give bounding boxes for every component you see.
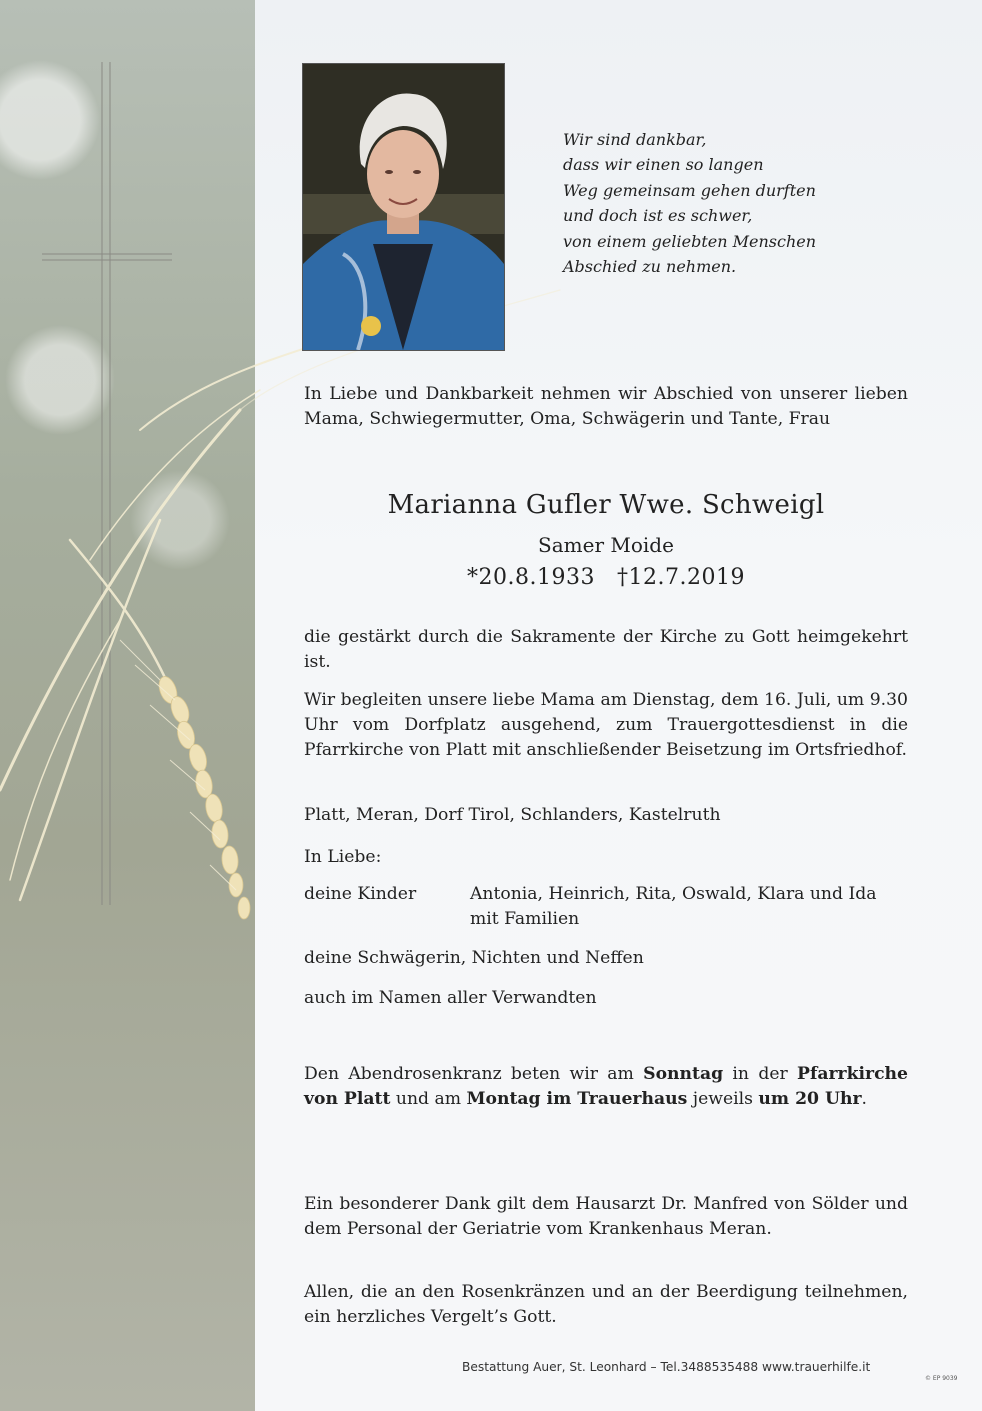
closing-text: Allen, die an den Rosenkränzen und an der Beerdigung teilnehmen, ein herzliches Vergelt’s Gott. [304, 1282, 908, 1327]
poem-line: und doch ist es schwer, [563, 206, 753, 226]
portrait-photo [302, 63, 505, 351]
deceased-name: Marianna Gufler Wwe. Schweigl [387, 490, 825, 520]
poem-line: von einem geliebten Menschen [563, 231, 817, 251]
death-date: †12.7.2019 [617, 565, 745, 590]
poem [563, 127, 816, 279]
rosary-part: . [861, 1089, 867, 1109]
poem-line: Weg gemeinsam gehen durften [563, 180, 816, 200]
funeral-home-footer: Bestattung Auer, St. Leonhard – Tel.3488535488 www.trauerhilfe.it [462, 1360, 871, 1374]
sacrament-text: die gestärkt durch die Sakramente der Kirche zu Gott heimgekehrt ist. [304, 627, 908, 672]
thanks-text: Ein besonderer Dank gilt dem Hausarzt Dr. Manfred von Sölder und dem Personal der Geriatrie vom Krankenhaus Meran. [304, 1194, 908, 1239]
rosary-part: in der [723, 1064, 798, 1084]
children-names: Antonia, Heinrich, Rita, Oswald, Klara und Ida mit Familien [470, 884, 877, 929]
intro-text: In Liebe und Dankbarkeit nehmen wir Abschied von unserer lieben Mama, Schwiegermutter, Oma, Schwägerin und Tante, Frau [304, 384, 908, 429]
rosary-text [304, 1062, 908, 1112]
birth-date: *20.8.1933 [467, 565, 595, 590]
wheat-ear-icon [156, 674, 250, 919]
children-label: deine Kinder [304, 884, 417, 904]
funeral-text: Wir begleiten unsere liebe Mama am Dienstag, dem 16. Juli, um 9.30 Uhr vom Dorfplatz ausgehend, zum Trauergottesdienst in die Pfarrkirche von Platt mit anschließender Beisetzung im Ortsfriedhof. [304, 690, 908, 760]
relatives-text: auch im Namen aller Verwandten [304, 988, 597, 1008]
cross-icon [42, 62, 172, 905]
sister-in-law-text: deine Schwägerin, Nichten und Neffen [304, 948, 644, 968]
rosary-part: Den Abendrosenkranz beten wir am [304, 1064, 644, 1084]
rosary-place-church: Pfarrkirche von Platt [304, 1064, 908, 1109]
rosary-time: um 20 Uhr [758, 1089, 862, 1109]
deceased-alias: Samer Moide [538, 533, 674, 557]
poem-line: Wir sind dankbar, [563, 130, 707, 149]
life-dates [304, 565, 908, 590]
rosary-day-monday: Montag im Trauerhaus [466, 1089, 688, 1109]
rosary-part: und am [390, 1089, 467, 1109]
poem-line: Abschied zu nehmen. [563, 257, 737, 277]
places-text: Platt, Meran, Dorf Tirol, Schlanders, Kastelruth [304, 805, 721, 825]
in-liebe-label: In Liebe: [304, 847, 382, 867]
rosary-part: jeweils [687, 1089, 759, 1109]
poem-line: dass wir einen so langen [563, 155, 764, 175]
rosary-day-sunday: Sonntag [643, 1064, 724, 1084]
decorative-side-panel [0, 0, 255, 1411]
product-code: © EP 9039 [925, 1375, 958, 1382]
